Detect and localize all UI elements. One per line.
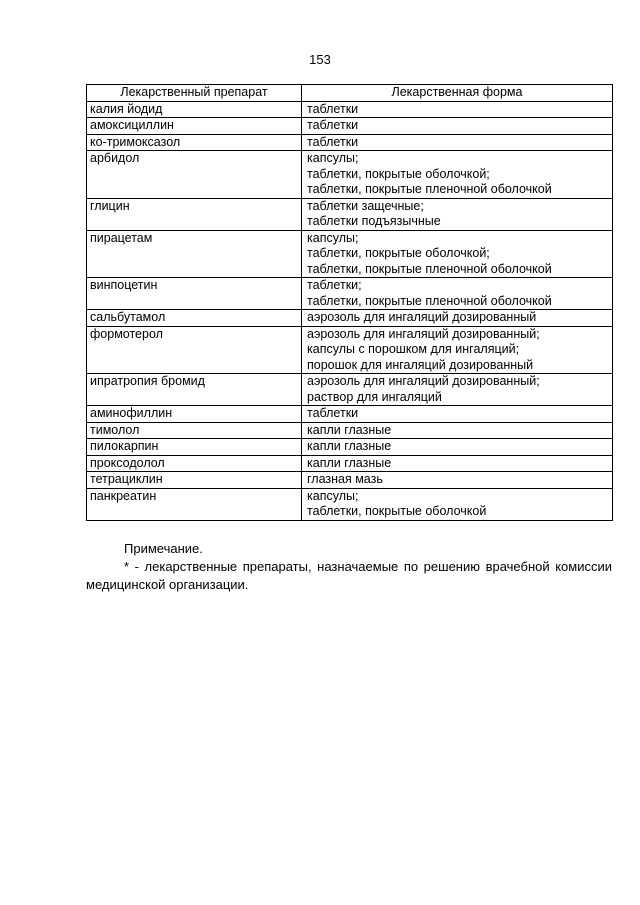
drug-name-cell: проксодолол — [87, 455, 302, 472]
drug-form-line: аэрозоль для ингаляций дозированный; — [307, 374, 540, 388]
drug-form-cell — [302, 439, 613, 456]
drug-name-cell: формотерол — [87, 326, 302, 374]
drug-form-line: раствор для ингаляций — [307, 389, 442, 404]
drug-form-line: капсулы; — [307, 230, 359, 245]
drug-form-cell — [302, 488, 613, 520]
drug-name-cell: винпоцетин — [87, 278, 302, 310]
drug-form-line: таблетки; — [307, 278, 362, 292]
drug-form-line: таблетки — [307, 134, 359, 149]
drug-name-cell: ко-тримоксазол — [87, 134, 302, 151]
table-row — [87, 406, 613, 423]
table-row — [87, 118, 613, 135]
drug-name-cell: тимолол — [87, 422, 302, 439]
drug-form-cell — [302, 326, 613, 374]
drug-form-cell — [302, 198, 613, 230]
drug-name-cell: глицин — [87, 198, 302, 230]
drug-form-line: капли глазные — [307, 422, 392, 437]
drug-form-cell — [302, 134, 613, 151]
drug-form-line: аэрозоль для ингаляций дозированный; — [307, 326, 540, 341]
drug-form-cell — [302, 472, 613, 489]
drug-name-cell: арбидол — [87, 151, 302, 199]
table-row — [87, 326, 613, 374]
table-row — [87, 230, 613, 278]
drug-form-cell — [302, 230, 613, 278]
header-form: Лекарственная форма — [302, 85, 613, 102]
drug-form-line: таблетки — [307, 118, 359, 132]
header-drug: Лекарственный препарат — [87, 85, 302, 102]
drug-form-cell — [302, 422, 613, 439]
table-header-row — [87, 85, 613, 102]
drug-form-cell — [302, 406, 613, 423]
drug-form-line: капсулы с порошком для ингаляций; — [307, 342, 520, 356]
drug-form-cell — [302, 310, 613, 327]
drug-name-cell: панкреатин — [87, 488, 302, 520]
drug-form-line: таблетки — [307, 406, 359, 420]
table-row — [87, 310, 613, 327]
drug-form-line: таблетки, покрытые оболочкой; — [307, 246, 490, 260]
drug-form-line: таблетки, покрытые оболочкой; — [307, 166, 490, 181]
drug-form-line: порошок для ингаляций дозированный — [307, 357, 534, 372]
drug-form-line: таблетки подъязычные — [307, 214, 441, 228]
table-row — [87, 472, 613, 489]
drug-forms-table — [86, 84, 613, 521]
drug-form-line: таблетки, покрытые пленочной оболочкой — [307, 182, 552, 196]
drug-form-cell — [302, 374, 613, 406]
drug-form-line: таблетки — [307, 101, 359, 116]
drug-name-cell: пилокарпин — [87, 439, 302, 456]
table-row — [87, 278, 613, 310]
drug-form-cell — [302, 151, 613, 199]
drug-name-cell: амоксициллин — [87, 118, 302, 135]
drug-name-cell: пирацетам — [87, 230, 302, 278]
drug-form-line: аэрозоль для ингаляций дозированный — [307, 310, 537, 324]
drug-form-cell — [302, 278, 613, 310]
table-row — [87, 374, 613, 406]
table-row — [87, 488, 613, 520]
table-row — [87, 101, 613, 118]
drug-form-line: капли глазные — [307, 439, 392, 453]
note-title: Примечание. — [124, 541, 203, 556]
drug-form-line: таблетки, покрытые пленочной оболочкой — [307, 261, 552, 276]
table-row — [87, 198, 613, 230]
table-row — [87, 422, 613, 439]
drug-form-line: таблетки, покрытые оболочкой — [307, 504, 487, 518]
note-block — [86, 540, 612, 594]
drug-form-line: капли глазные — [307, 455, 392, 470]
drug-name-cell: сальбутамол — [87, 310, 302, 327]
table-body — [87, 101, 613, 520]
drug-form-line: капсулы; — [307, 488, 359, 503]
drug-form-cell — [302, 101, 613, 118]
drug-name-cell: ипратропия бромид — [87, 374, 302, 406]
drug-name-cell: калия йодид — [87, 101, 302, 118]
table-row — [87, 151, 613, 199]
page-number: 153 — [309, 52, 331, 67]
drug-form-line: капсулы; — [307, 151, 359, 165]
table-row — [87, 439, 613, 456]
drug-form-line: глазная мазь — [307, 472, 383, 486]
drug-name-cell: аминофиллин — [87, 406, 302, 423]
table-row — [87, 134, 613, 151]
drug-form-cell — [302, 455, 613, 472]
note-text: * - лекарственные препараты, назначаемые по решению врачебной комиссии медицинской организации. — [86, 559, 612, 592]
drug-form-line: таблетки, покрытые пленочной оболочкой — [307, 293, 552, 308]
drug-form-cell — [302, 118, 613, 135]
table-row — [87, 455, 613, 472]
drug-form-line: таблетки защечные; — [307, 198, 424, 213]
drug-name-cell: тетрациклин — [87, 472, 302, 489]
